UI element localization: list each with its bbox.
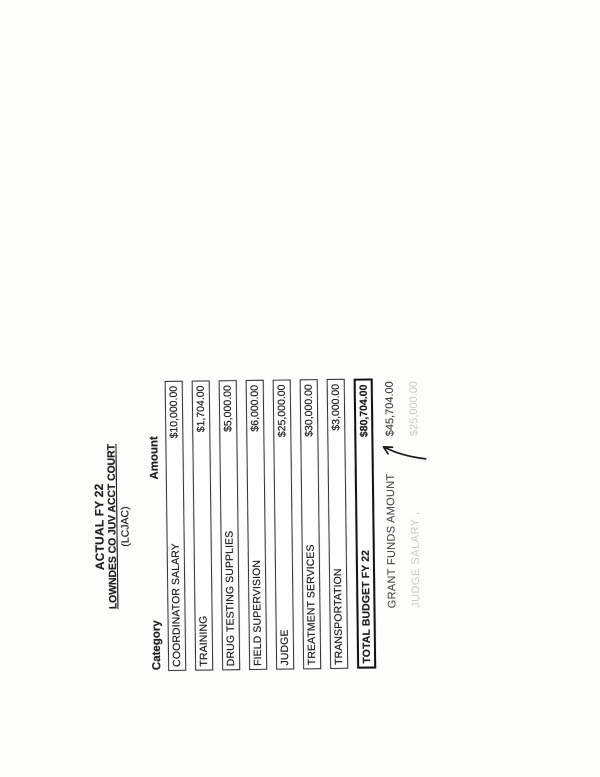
table-row	[246, 380, 268, 670]
table-row	[219, 380, 241, 670]
amount-cell: $1,704.00	[194, 385, 208, 433]
budget-rows	[165, 379, 349, 671]
amount-column-header: Amount	[148, 436, 161, 480]
title-block	[91, 381, 135, 671]
category-column-header: Category	[150, 620, 164, 671]
category-cell: TREATMENT SERVICES	[304, 544, 319, 666]
table-header-row	[148, 381, 167, 671]
doc-title-abbreviation: (LCJAC)	[119, 506, 132, 547]
total-row	[354, 378, 377, 668]
total-row-label: TOTAL BUDGET FY 22	[359, 549, 373, 664]
category-cell: TRANSPORTATION	[331, 568, 346, 665]
table-row	[273, 379, 295, 669]
budget-sheet	[91, 378, 427, 672]
amount-cell: $5,000.00	[221, 385, 235, 433]
category-cell: COORDINATOR SALARY	[169, 543, 184, 667]
judge-salary-label: JUDGE SALARY ,	[409, 511, 423, 609]
grant-funds-line	[384, 378, 403, 668]
table-row	[192, 380, 214, 670]
amount-cell: $6,000.00	[248, 384, 262, 432]
doc-title-court-name: LOWNDES CO JUV ACCT COURT	[105, 444, 120, 610]
judge-salary-line	[408, 378, 427, 668]
amount-cell: $3,000.00	[329, 383, 343, 431]
table-row	[165, 381, 187, 671]
table-row	[327, 379, 349, 669]
grant-funds-label: GRANT FUNDS AMOUNT	[384, 473, 399, 609]
category-cell: FIELD SUPERVISION	[250, 559, 265, 666]
category-cell: DRUG TESTING SUPPLIES	[223, 530, 238, 667]
category-cell: TRAINING	[197, 615, 211, 667]
grant-funds-amount: $45,704.00	[383, 381, 397, 437]
judge-salary-amount: $25,000.00	[407, 380, 421, 437]
amount-cell: $10,000.00	[167, 385, 181, 439]
total-row-amount: $80,704.00	[357, 384, 370, 438]
amount-cell: $30,000.00	[302, 384, 316, 437]
table-row	[300, 379, 322, 669]
amount-cell: $25,000.00	[275, 384, 289, 438]
category-cell: JUDGE	[278, 629, 292, 666]
doc-title-fiscal-year: ACTUAL FY 22	[91, 483, 107, 571]
